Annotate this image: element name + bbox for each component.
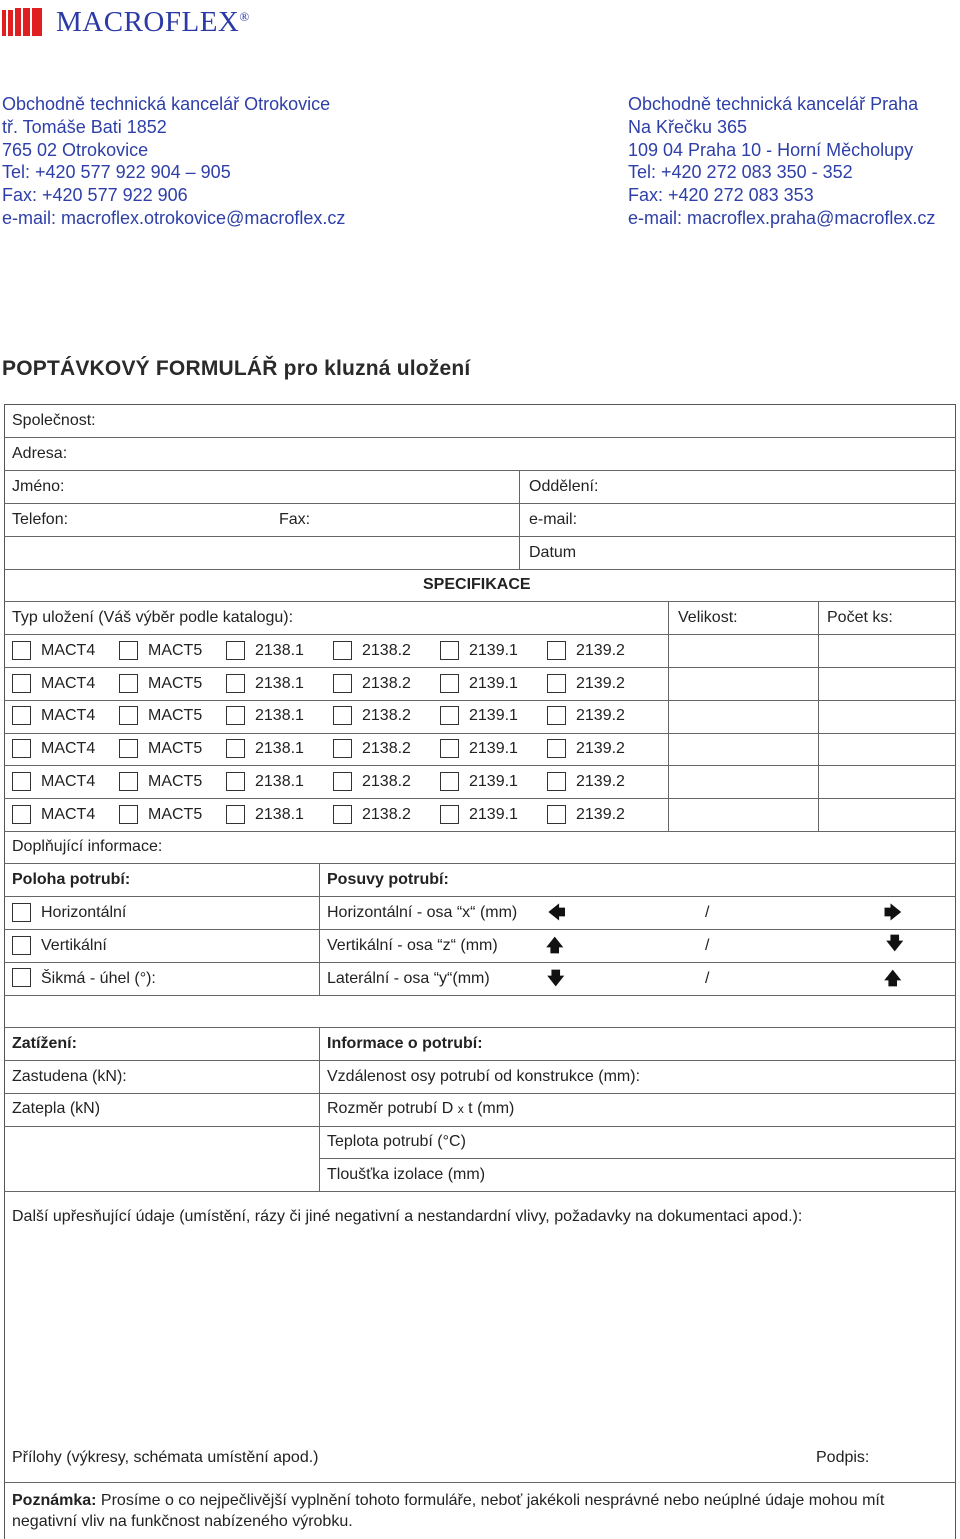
option-label: 2138.2 xyxy=(362,642,411,659)
option-checkbox-2139-1[interactable] xyxy=(440,772,459,791)
movement-z-label: Vertikální - osa “z“ (mm) xyxy=(327,937,498,954)
option-checkbox-2138-2[interactable] xyxy=(333,739,352,758)
option-label: 2139.1 xyxy=(469,642,518,659)
grid-line xyxy=(319,1027,320,1191)
option-label: 2139.1 xyxy=(469,674,518,692)
option-label: MACT4 xyxy=(41,740,96,758)
further-details-label: Další upřesňující údaje (umístění, rázy či jiné negativní a nestandardní vlivy, požadavky na dokumentaci apod.): xyxy=(12,1208,803,1225)
grid-line xyxy=(4,569,956,570)
option-checkbox-2138-2[interactable] xyxy=(333,805,352,824)
option-label: 2139.2 xyxy=(576,772,625,790)
grid-line xyxy=(320,1158,956,1159)
arrow-up-right-icon: 🡅 xyxy=(884,969,902,988)
signature-label: Podpis: xyxy=(816,1449,870,1466)
arrow-right-icon: 🡆 xyxy=(884,903,902,922)
arrow-up-icon: 🡅 xyxy=(546,936,564,955)
option-checkbox-mact5[interactable] xyxy=(119,772,138,791)
option-label: MACT5 xyxy=(148,740,203,758)
note-text: Prosíme o co nejpečlivější vyplnění tohoto formuláře, neboť jakékoli nesprávné nebo neúplné údaje mohou mít negativní vliv na funkčnost nabízeného výrobku. xyxy=(12,1492,885,1530)
option-label: MACT5 xyxy=(148,772,203,790)
option-checkbox-mact4[interactable] xyxy=(12,772,31,791)
office-line: 109 04 Praha 10 - Horní Měcholupy xyxy=(628,139,914,160)
arrow-left-icon: 🡄 xyxy=(548,903,566,922)
grid-line xyxy=(4,798,956,799)
logo-wordmark: MACROFLEX® xyxy=(56,6,250,38)
size-label: Velikost: xyxy=(678,609,738,626)
option-label: MACT4 xyxy=(41,674,96,692)
option-label: 2138.2 xyxy=(362,772,411,790)
option-checkbox-mact5[interactable] xyxy=(119,674,138,693)
option-checkbox-2138-2[interactable] xyxy=(333,772,352,791)
email-label: e-mail: xyxy=(529,511,578,528)
pipe-temperature-label: Teplota potrubí (°C) xyxy=(327,1133,466,1150)
option-checkbox-2138-1[interactable] xyxy=(226,739,245,758)
bearing-type-label: Typ uložení (Váš výběr podle katalogu): xyxy=(12,609,294,626)
grid-line xyxy=(4,831,956,832)
vertical-label: Vertikální xyxy=(41,937,107,954)
grid-line xyxy=(4,1482,956,1483)
pipe-position-heading: Poloha potrubí: xyxy=(12,871,131,888)
logo-bars-icon xyxy=(2,8,44,36)
option-label: MACT4 xyxy=(41,707,96,725)
note-label: Poznámka: xyxy=(12,1492,97,1509)
option-checkbox-2138-2[interactable] xyxy=(333,706,352,725)
option-label: MACT5 xyxy=(148,674,203,692)
slash-separator: / xyxy=(705,937,710,954)
arrow-down-left-icon: 🡇 xyxy=(547,969,565,988)
grid-line xyxy=(4,733,956,734)
option-label: 2138.2 xyxy=(362,740,411,758)
office-line: 765 02 Otrokovice xyxy=(2,139,149,160)
office-line: Tel: +420 577 922 904 – 905 xyxy=(2,162,231,183)
grid-line xyxy=(4,962,956,963)
office-line: Fax: +420 577 922 906 xyxy=(2,185,188,206)
date-label: Datum xyxy=(529,544,577,561)
option-checkbox-2138-1[interactable] xyxy=(226,805,245,824)
arrow-down-icon: 🡇 xyxy=(886,934,904,953)
office-line: Tel: +420 272 083 350 - 352 xyxy=(628,162,853,183)
option-label: 2138.1 xyxy=(255,642,304,659)
option-label: 2139.2 xyxy=(576,740,625,758)
option-label: 2139.2 xyxy=(576,674,625,692)
grid-line xyxy=(4,863,956,864)
grid-line xyxy=(319,863,320,995)
option-checkbox-mact5[interactable] xyxy=(119,739,138,758)
specification-heading: SPECIFIKACE xyxy=(423,576,531,593)
option-label: MACT5 xyxy=(148,642,203,659)
office-line: Fax: +420 272 083 353 xyxy=(628,185,814,206)
hot-load-label: Zatepla (kN) xyxy=(12,1100,101,1117)
office-email[interactable]: e-mail: macroflex.otrokovice@macroflex.cz xyxy=(2,207,346,228)
load-heading: Zatížení: xyxy=(12,1035,77,1052)
option-label: 2139.1 xyxy=(469,805,518,823)
option-checkbox-2138-1[interactable] xyxy=(226,706,245,725)
grid-line xyxy=(4,437,956,438)
option-checkbox-2139-1[interactable] xyxy=(440,706,459,725)
oblique-label: Šikmá - úhel (°): xyxy=(41,970,156,987)
vertical-checkbox[interactable] xyxy=(12,936,31,955)
option-label: 2139.2 xyxy=(576,707,625,725)
cold-load-label: Zastudena (kN): xyxy=(12,1068,127,1085)
pipe-info-heading: Informace o potrubí: xyxy=(327,1035,483,1052)
horizontal-label: Horizontální xyxy=(41,904,127,921)
option-checkbox-2139-2[interactable] xyxy=(547,772,566,791)
grid-line xyxy=(4,765,956,766)
grid-line xyxy=(4,700,956,701)
grid-line xyxy=(668,601,669,831)
horizontal-checkbox[interactable] xyxy=(12,903,31,922)
option-checkbox-2138-1[interactable] xyxy=(226,772,245,791)
option-checkbox-2139-1[interactable] xyxy=(440,674,459,693)
option-label: 2138.1 xyxy=(255,772,304,790)
grid-line xyxy=(4,536,956,537)
pipe-movement-heading: Posuvy potrubí: xyxy=(327,871,449,888)
office-otrokovice xyxy=(2,93,345,230)
grid-line xyxy=(4,995,956,996)
option-checkbox-2138-1[interactable] xyxy=(226,674,245,693)
count-label: Počet ks: xyxy=(827,609,893,626)
additional-info-label: Doplňující informace: xyxy=(12,838,163,855)
option-checkbox-mact5[interactable] xyxy=(119,805,138,824)
office-line: Na Křečku 365 xyxy=(628,116,748,137)
option-label: 2139.1 xyxy=(469,772,518,790)
insulation-label: Tloušťka izolace (mm) xyxy=(327,1166,486,1183)
option-checkbox-mact5[interactable] xyxy=(119,641,138,660)
option-label: MACT5 xyxy=(148,805,203,823)
option-checkbox-2138-2[interactable] xyxy=(333,641,352,660)
option-checkbox-mact5[interactable] xyxy=(119,706,138,725)
option-label: 2139.1 xyxy=(469,740,518,758)
option-checkbox-2138-2[interactable] xyxy=(333,674,352,693)
option-label: 2138.1 xyxy=(255,707,304,725)
option-checkbox-2139-2[interactable] xyxy=(547,706,566,725)
option-label: 2139.1 xyxy=(469,707,518,725)
form-title: POPTÁVKOVÝ FORMULÁŘ pro kluzná uložení xyxy=(2,357,471,380)
option-checkbox-2138-1[interactable] xyxy=(226,641,245,660)
option-checkbox-2139-1[interactable] xyxy=(440,641,459,660)
grid-line xyxy=(519,470,520,569)
option-label: 2138.1 xyxy=(255,805,304,823)
option-checkbox-2139-2[interactable] xyxy=(547,805,566,824)
office-line: Obchodně technická kancelář Praha xyxy=(628,94,919,114)
option-checkbox-2139-1[interactable] xyxy=(440,739,459,758)
grid-line xyxy=(4,634,956,635)
option-label: 2138.1 xyxy=(255,674,304,692)
office-line: tř. Tomáše Bati 1852 xyxy=(2,116,167,137)
grid-line xyxy=(818,601,819,831)
slash-separator: / xyxy=(705,904,710,921)
pipe-distance-label: Vzdálenost osy potrubí od konstrukce (mm): xyxy=(327,1068,641,1085)
office-praha xyxy=(628,93,935,230)
grid-line xyxy=(4,1060,956,1061)
movement-y-label: Laterální - osa “y“(mm) xyxy=(327,970,490,987)
attachments-label: Přílohy (výkresy, schémata umístění apod.) xyxy=(12,1449,319,1466)
option-label: MACT5 xyxy=(148,707,203,725)
oblique-checkbox[interactable] xyxy=(12,968,31,987)
option-label: 2138.1 xyxy=(255,740,304,758)
grid-line xyxy=(4,1027,956,1028)
option-label: 2138.2 xyxy=(362,805,411,823)
grid-line xyxy=(4,503,956,504)
slash-separator: / xyxy=(705,970,710,987)
pipe-dimension-label: Rozměr potrubí D x t (mm) xyxy=(327,1100,515,1117)
option-checkbox-2139-2[interactable] xyxy=(547,739,566,758)
grid-line xyxy=(4,470,956,471)
option-checkbox-mact4[interactable] xyxy=(12,641,31,660)
option-checkbox-2139-2[interactable] xyxy=(547,641,566,660)
option-label: MACT4 xyxy=(41,805,96,823)
grid-line xyxy=(4,929,956,930)
option-checkbox-2139-1[interactable] xyxy=(440,805,459,824)
office-line: Obchodně technická kancelář Otrokovice xyxy=(2,94,331,114)
option-checkbox-mact4[interactable] xyxy=(12,706,31,725)
option-checkbox-mact4[interactable] xyxy=(12,805,31,824)
office-email[interactable]: e-mail: macroflex.praha@macroflex.cz xyxy=(628,207,936,228)
grid-line xyxy=(4,1126,956,1127)
name-label: Jméno: xyxy=(12,478,65,495)
option-checkbox-mact4[interactable] xyxy=(12,674,31,693)
grid-line xyxy=(4,1191,956,1192)
option-checkbox-2139-2[interactable] xyxy=(547,674,566,693)
option-label: MACT4 xyxy=(41,772,96,790)
option-label: 2139.2 xyxy=(576,805,625,823)
option-label: 2138.2 xyxy=(362,674,411,692)
department-label: Oddělení: xyxy=(529,478,599,495)
note xyxy=(12,1491,942,1532)
phone-label: Telefon: xyxy=(12,511,69,528)
address-label: Adresa: xyxy=(12,445,68,462)
fax-label: Fax: xyxy=(279,511,311,528)
option-label: 2138.2 xyxy=(362,707,411,725)
option-label: 2139.2 xyxy=(576,642,625,659)
option-checkbox-mact4[interactable] xyxy=(12,739,31,758)
company-label: Společnost: xyxy=(12,412,96,429)
grid-line xyxy=(4,667,956,668)
grid-line xyxy=(4,1093,956,1094)
grid-line xyxy=(4,896,956,897)
movement-x-label: Horizontální - osa “x“ (mm) xyxy=(327,904,518,921)
grid-line xyxy=(4,601,956,602)
option-label: MACT4 xyxy=(41,642,96,659)
